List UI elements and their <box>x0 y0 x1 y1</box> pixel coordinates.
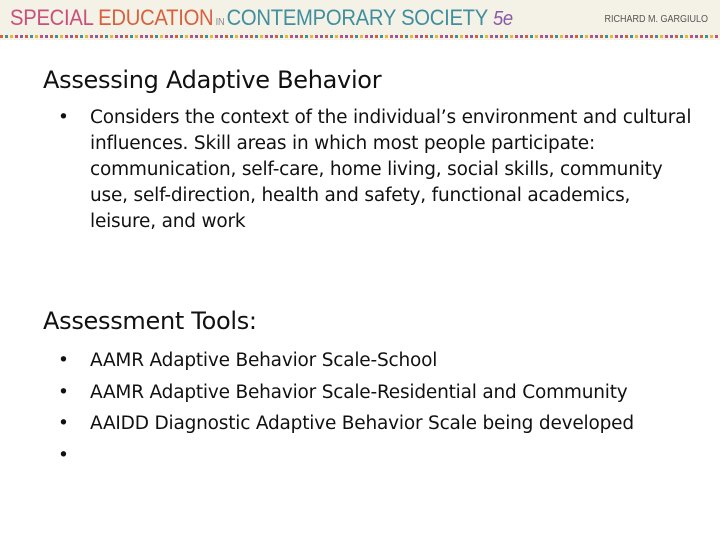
list-item: • AAMR Adaptive Behavior Scale-School <box>58 345 718 377</box>
list-item: • AAMR Adaptive Behavior Scale-Residential and Community <box>58 377 718 409</box>
section-heading-adaptive-behavior: Assessing Adaptive Behavior <box>43 66 382 94</box>
dotted-divider <box>0 35 720 38</box>
book-title <box>10 5 513 31</box>
title-education: EDUCATION <box>98 5 214 30</box>
list-item-empty <box>58 440 718 471</box>
title-contemporary-society: CONTEMPORARY SOCIETY <box>226 5 493 30</box>
section-heading-assessment-tools: Assessment Tools: <box>43 307 257 335</box>
adaptive-behavior-list <box>58 105 698 235</box>
author: RICHARD M. GARGIULO <box>604 14 708 25</box>
title-in: IN <box>213 17 227 28</box>
assessment-tools-list <box>58 345 718 471</box>
title-special: SPECIAL <box>10 5 99 30</box>
title-edition: 5e <box>492 8 513 30</box>
list-item: • AAIDD Diagnostic Adaptive Behavior Scale being developed <box>58 408 718 440</box>
list-item: • Considers the context of the individual’s environment and cultural influences. Skill areas in which most people participate: communication, self-care, home living, social skills, community use, self-direction, health and safety, functional academics, leisure, and work <box>58 105 698 235</box>
book-header <box>0 0 720 40</box>
